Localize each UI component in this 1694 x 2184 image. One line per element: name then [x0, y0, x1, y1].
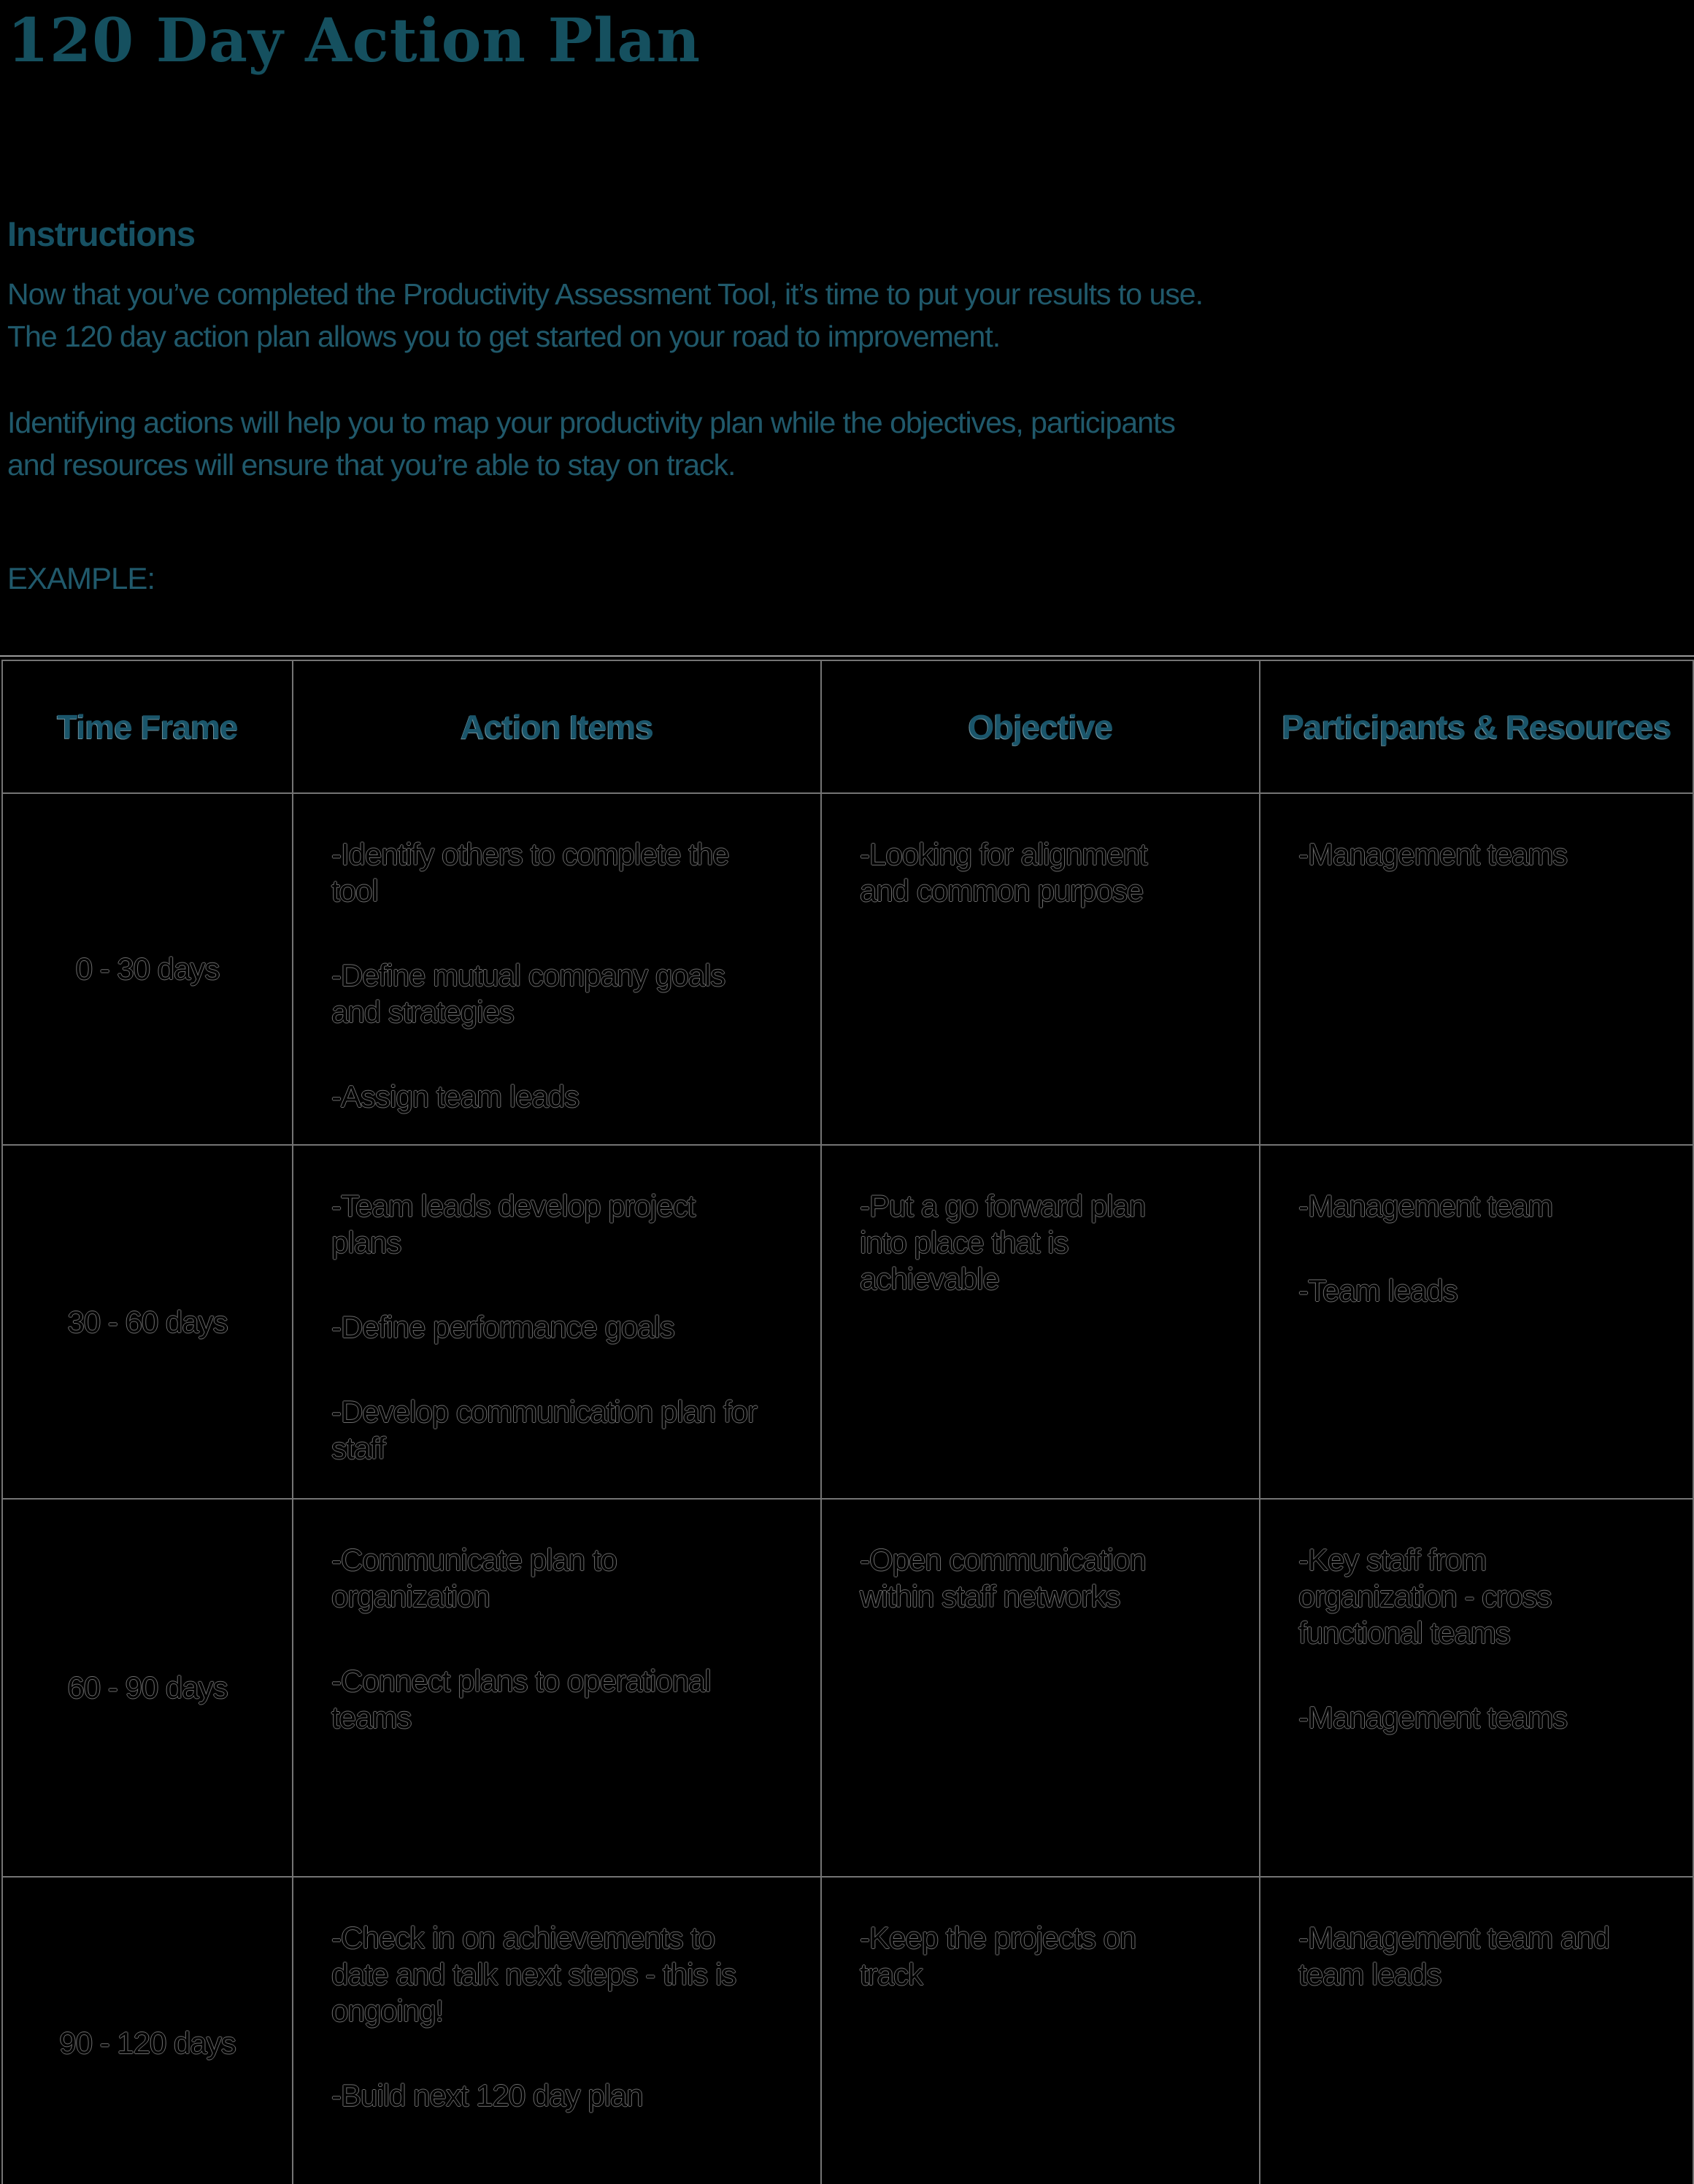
action-plan-table-wrapper: [0, 655, 1694, 2184]
objective-cell: [821, 1877, 1260, 2184]
time-frame-cell: [2, 1877, 293, 2184]
instructions-heading: Instructions: [7, 215, 195, 253]
table-header-row: [2, 660, 1693, 793]
participants-resources-cell: [1260, 1877, 1693, 2184]
time-frame-cell: [2, 1145, 293, 1499]
instructions-paragraph-2-line-2: and resources will ensure that you’re able to stay on track.: [7, 448, 736, 482]
example-label: EXAMPLE:: [7, 561, 155, 595]
table-row: [2, 793, 1693, 1145]
column-header-action-items: Action Items: [293, 660, 821, 793]
column-header-participants-resources: Participants & Resources: [1260, 660, 1693, 793]
action-item: -Connect plans to operational teams: [331, 1664, 711, 1735]
participants-item: -Management team and team leads: [1298, 1921, 1609, 1991]
action-item: -Communicate plan to organization: [331, 1543, 617, 1613]
time-frame-label: 90 - 120 days: [59, 2026, 236, 2060]
time-frame-label: 0 - 30 days: [75, 952, 220, 986]
objective-cell: [821, 1145, 1260, 1499]
participants-item: -Management teams: [1298, 837, 1568, 871]
time-frame-label: 30 - 60 days: [67, 1304, 228, 1339]
objective-item: -Keep the projects on track: [860, 1921, 1136, 1991]
time-frame-label: 60 - 90 days: [67, 1670, 228, 1705]
objective-item: -Put a go forward plan into place that is achievable: [860, 1189, 1146, 1296]
action-item: -Develop communication plan for staff: [331, 1394, 757, 1465]
table-row: [2, 1499, 1693, 1877]
instructions-paragraph-1-line-2: The 120 day action plan allows you to get started on your road to improvement.: [7, 320, 1001, 353]
objective-item: -Looking for alignment and common purpose: [860, 837, 1147, 908]
action-item: -Build next 120 day plan: [331, 2078, 643, 2112]
participants-item: -Key staff from organization - cross functional teams: [1298, 1543, 1552, 1650]
objective-item: -Open communication within staff networks: [860, 1543, 1146, 1613]
participants-resources-cell: [1260, 1499, 1693, 1877]
column-header-objective: Objective: [821, 660, 1260, 793]
action-item: -Assign team leads: [331, 1079, 580, 1114]
action-item: -Define performance goals: [331, 1310, 674, 1344]
table-row: [2, 1145, 1693, 1499]
table-row: [2, 1877, 1693, 2184]
participants-item: -Management teams: [1298, 1700, 1568, 1735]
objective-cell: [821, 1499, 1260, 1877]
action-item: -Identify others to complete the tool: [331, 837, 729, 908]
action-items-cell: [293, 1499, 821, 1877]
action-item: -Check in on achievements to date and talk next steps - this is ongoing!: [331, 1921, 736, 2028]
action-items-cell: [293, 793, 821, 1145]
instructions-paragraph-1-line-1: Now that you’ve completed the Productivity Assessment Tool, it’s time to put your results to use.: [7, 277, 1203, 311]
instructions-paragraph-1: [7, 273, 1694, 358]
participants-resources-cell: [1260, 793, 1693, 1145]
objective-cell: [821, 793, 1260, 1145]
column-header-time-frame: Time Frame: [2, 660, 293, 793]
participants-resources-cell: [1260, 1145, 1693, 1499]
action-items-cell: [293, 1145, 821, 1499]
instructions-paragraph-2-line-1: Identifying actions will help you to map your productivity plan while the objectives, participants: [7, 406, 1175, 439]
time-frame-cell: [2, 1499, 293, 1877]
instructions-paragraph-2: [7, 401, 1694, 486]
time-frame-cell: [2, 793, 293, 1145]
page-title: 120 Day Action Plan: [7, 6, 701, 76]
participants-item: -Management team: [1298, 1189, 1553, 1223]
action-item: -Define mutual company goals and strategies: [331, 958, 725, 1029]
action-item: -Team leads develop project plans: [331, 1189, 696, 1259]
action-plan-table: [1, 660, 1694, 2184]
participants-item: -Team leads: [1298, 1273, 1458, 1308]
action-items-cell: [293, 1877, 821, 2184]
